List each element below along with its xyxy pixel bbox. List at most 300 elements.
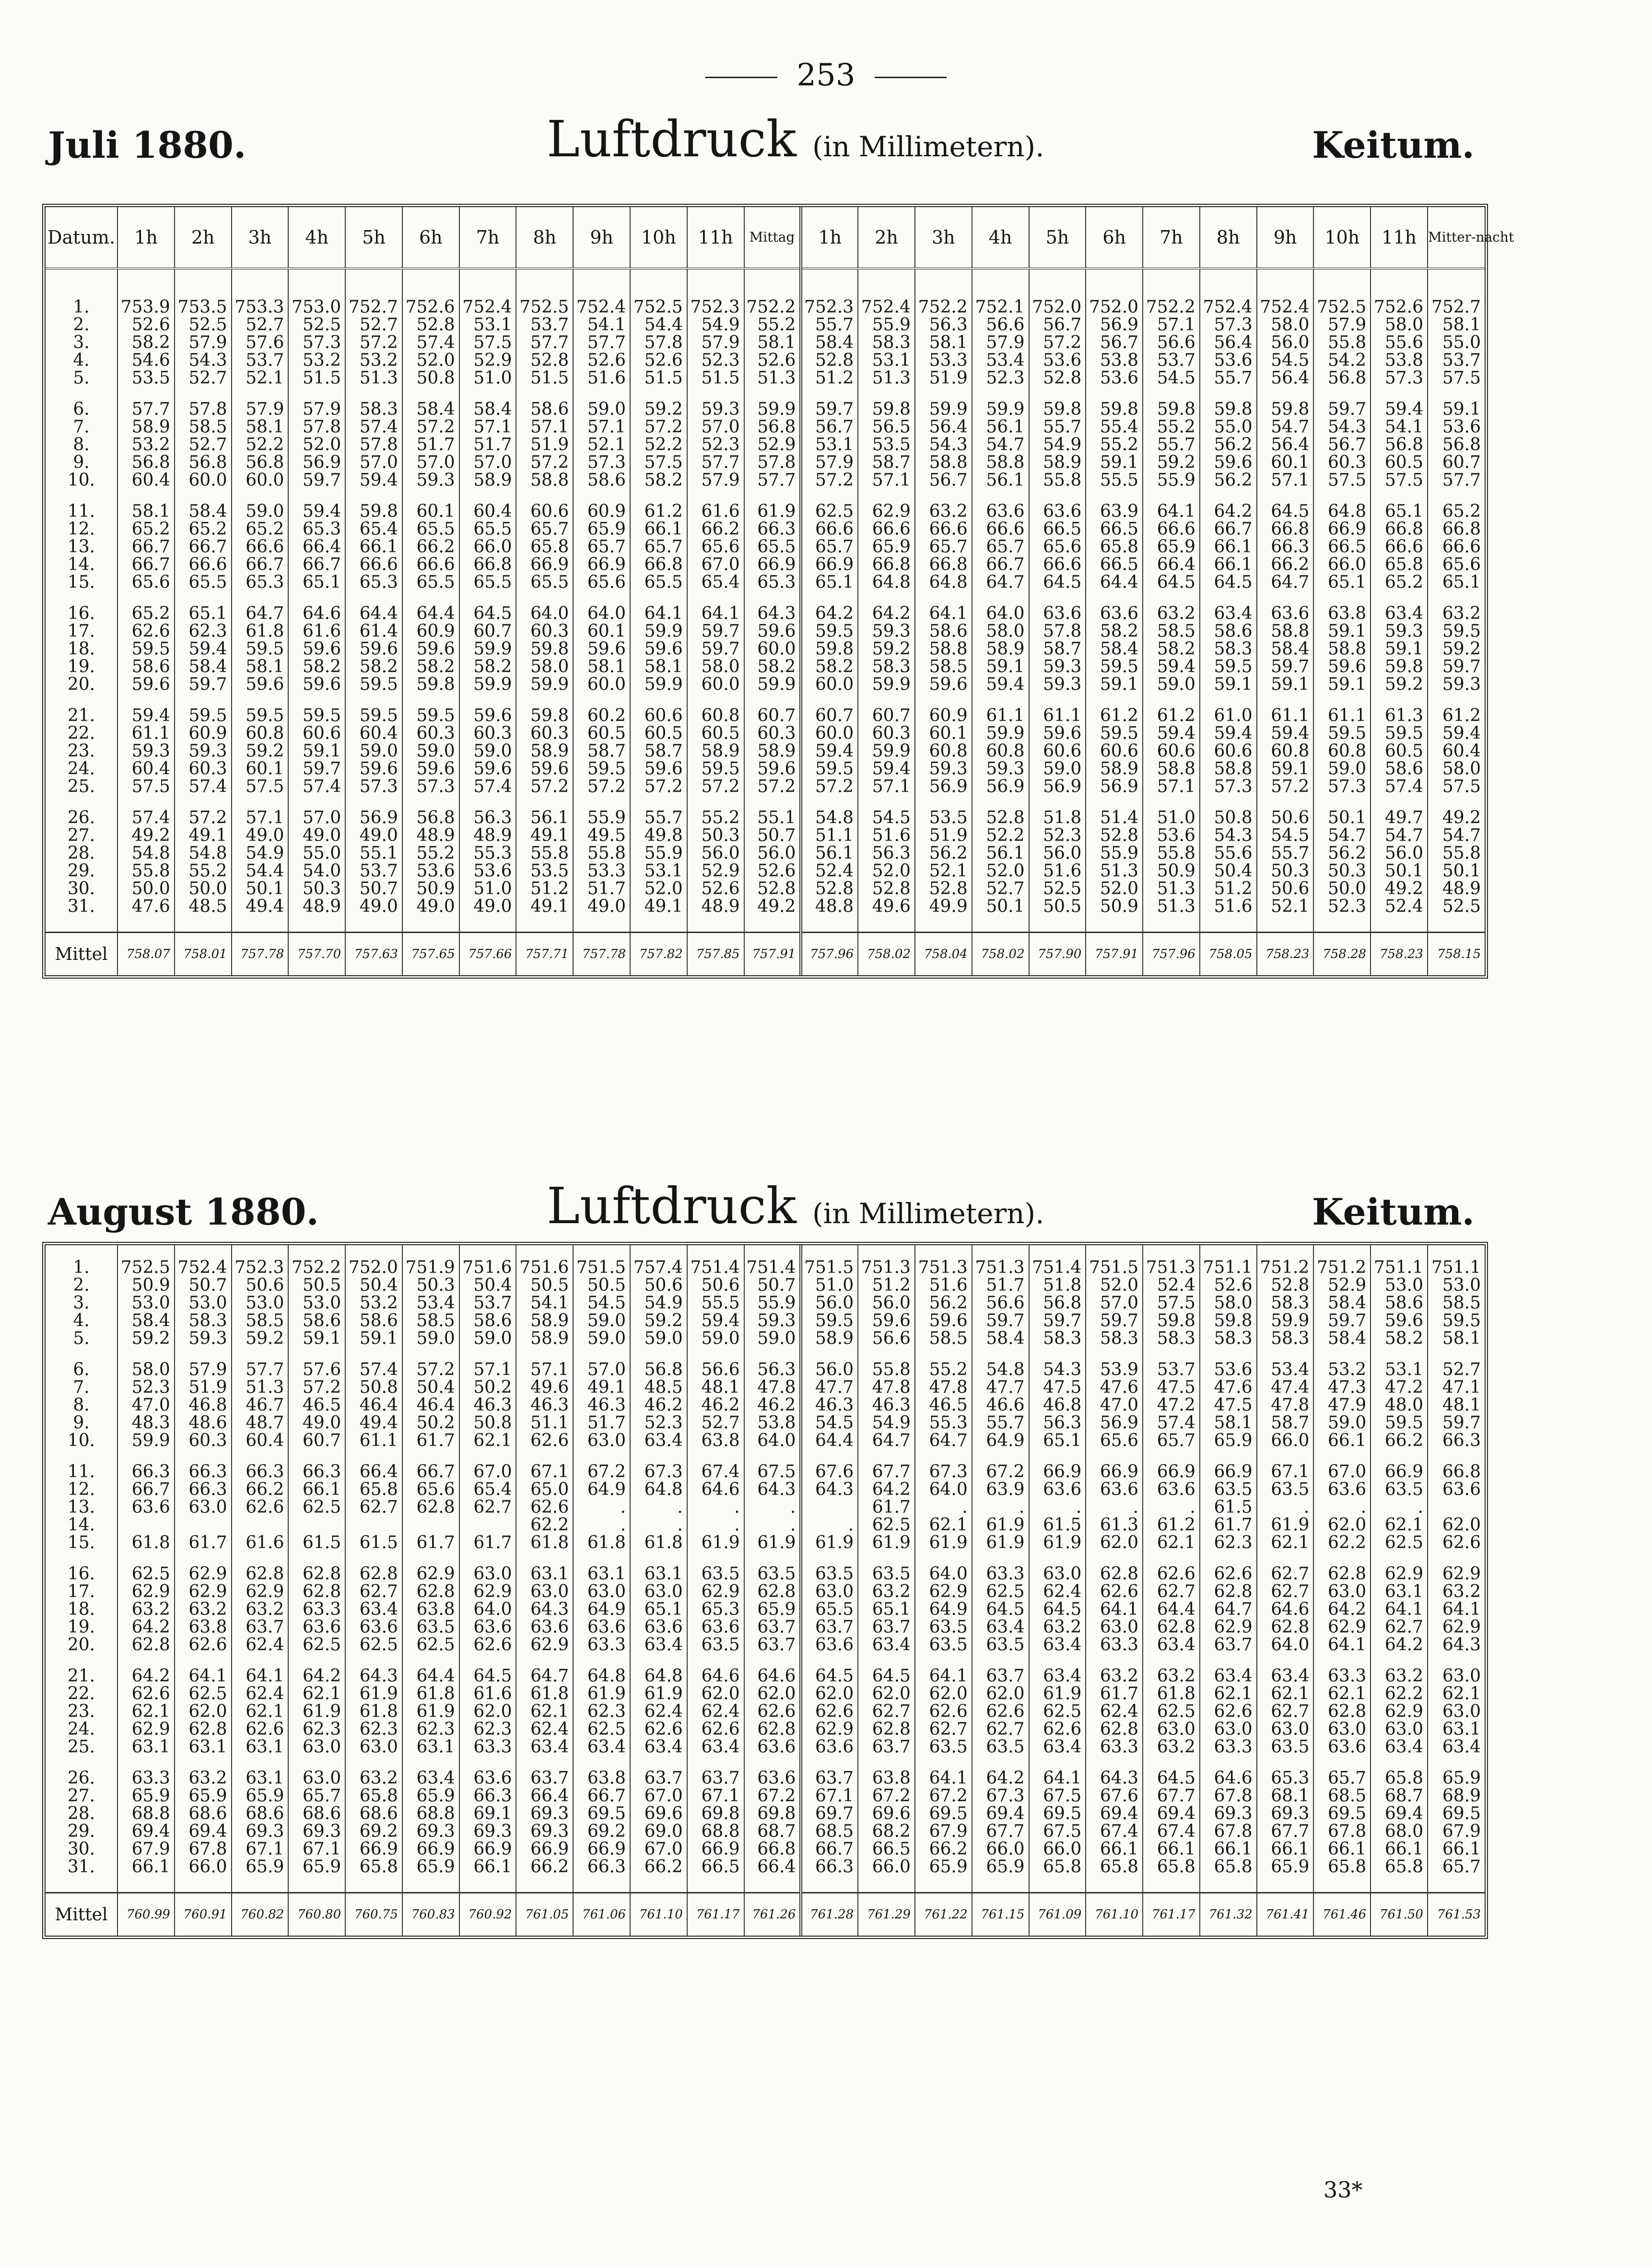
table-cell: 60.9: [175, 724, 232, 742]
table-cell: 57.2: [630, 778, 687, 795]
table-cell: 63.3: [117, 1756, 175, 1787]
table-cell: 61.5: [1200, 1498, 1257, 1516]
table-cell: 59.7: [1428, 658, 1485, 676]
table-cell: 58.6: [345, 1312, 402, 1330]
table-cell: 66.1: [1200, 538, 1257, 556]
table-cell: 62.0: [972, 1685, 1029, 1703]
table-cell: 62.8: [1313, 1703, 1371, 1720]
table-cell: 64.1: [630, 591, 687, 622]
table-cell: .: [1257, 1498, 1314, 1516]
table-cell: 66.4: [345, 1449, 402, 1481]
table-cell: 65.2: [1371, 573, 1428, 591]
table-cell: 59.8: [858, 387, 915, 418]
table-cell: 63.7: [516, 1756, 573, 1787]
row-date: 6.: [73, 399, 90, 419]
table-cell: 60.5: [1371, 454, 1428, 471]
table-cell: 57.9: [232, 387, 289, 418]
table-cell: 58.3: [1257, 1330, 1314, 1347]
table-cell: 57.8: [175, 387, 232, 418]
table-cell: 57.3: [573, 454, 630, 471]
table-cell: 63.1: [232, 1738, 289, 1756]
table-cell: 59.1: [1086, 454, 1143, 471]
table-cell: 52.8: [402, 316, 459, 334]
table-cell: 58.2: [402, 658, 459, 676]
row-date: 28.: [67, 1804, 95, 1823]
table-cell: 57.5: [459, 334, 516, 351]
table-cell: 67.2: [744, 1787, 801, 1805]
row-date: 7.: [73, 1378, 90, 1397]
table-cell: 61.9: [630, 1685, 687, 1703]
table-cell: 66.3: [175, 1481, 232, 1498]
table-cell: 62.3: [345, 1720, 402, 1738]
table-cell: 65.8: [1313, 1858, 1371, 1893]
table-cell: 62.1: [1257, 1534, 1314, 1552]
mean-cell: 757.96: [801, 933, 858, 976]
table-cell: 752.5: [1313, 269, 1371, 316]
table-cell: 59.3: [1371, 622, 1428, 640]
table-cell: 60.8: [1313, 742, 1371, 760]
table-cell: 63.6: [288, 1618, 345, 1636]
table-cell: 51.6: [1200, 898, 1257, 933]
table-cell: 59.6: [117, 676, 175, 693]
table-cell: 63.3: [1313, 1654, 1371, 1685]
table-cell: 66.3: [117, 1449, 175, 1481]
table-cell: 53.3: [573, 862, 630, 880]
table-cell: 751.5: [1086, 1245, 1143, 1276]
table-cell: 61.7: [1086, 1685, 1143, 1703]
table-cell: 50.4: [1200, 862, 1257, 880]
table-cell: 56.1: [972, 418, 1029, 436]
mean-cell: 761.29: [858, 1893, 915, 1936]
table-cell: 50.7: [744, 827, 801, 844]
table-cell: 57.4: [288, 778, 345, 795]
table-cell: 51.3: [232, 1378, 289, 1396]
column-header: 3h: [232, 207, 289, 269]
table-cell: 62.0: [175, 1703, 232, 1720]
table-cell: 62.6: [1029, 1720, 1086, 1738]
table-cell: 59.9: [858, 676, 915, 693]
table-row: [46, 436, 1485, 454]
table-cell: 58.9: [516, 1330, 573, 1347]
table-cell: 56.8: [1371, 436, 1428, 454]
table-cell: 55.6: [1371, 334, 1428, 351]
table-cell: 50.8: [402, 369, 459, 387]
table-cell: 63.7: [801, 1756, 858, 1787]
table-cell: 60.9: [573, 489, 630, 520]
table-cell: 61.8: [345, 1703, 402, 1720]
table-cell: .: [687, 1516, 744, 1534]
table-cell: 59.3: [402, 471, 459, 489]
table-cell: 52.3: [972, 369, 1029, 387]
table-cell: 62.3: [288, 1720, 345, 1738]
row-date: 31.: [67, 897, 95, 916]
table-cell: 53.4: [972, 351, 1029, 369]
table-cell: 67.8: [175, 1840, 232, 1858]
table-cell: 61.8: [516, 1534, 573, 1552]
row-date: 7.: [73, 417, 90, 437]
table-cell: 67.1: [1257, 1449, 1314, 1481]
table-cell: 59.6: [1200, 454, 1257, 471]
table-cell: 751.6: [459, 1245, 516, 1276]
mean-cell: 758.23: [1371, 933, 1428, 976]
table-cell: 59.4: [1143, 658, 1200, 676]
table-cell: 64.0: [915, 1552, 972, 1583]
table-cell: 52.0: [1086, 1276, 1143, 1294]
table-row: [46, 640, 1485, 658]
table-cell: 59.5: [687, 760, 744, 778]
table-cell: 46.3: [516, 1396, 573, 1414]
table-cell: 57.2: [801, 778, 858, 795]
table-cell: 69.6: [858, 1805, 915, 1822]
table-cell: 62.2: [1313, 1534, 1371, 1552]
table-cell: 50.3: [1257, 862, 1314, 880]
table-cell: 63.6: [630, 1618, 687, 1636]
table-cell: 61.9: [1029, 1685, 1086, 1703]
table-cell: 63.3: [1086, 1636, 1143, 1654]
table-cell: 64.5: [1257, 489, 1314, 520]
table-cell: 66.1: [1371, 1840, 1428, 1858]
column-header: 9h: [573, 207, 630, 269]
table-cell: 46.5: [915, 1396, 972, 1414]
mean-cell: 758.23: [1257, 933, 1314, 976]
table-cell: 62.4: [1086, 1703, 1143, 1720]
table-cell: 65.9: [1143, 538, 1200, 556]
table-cell: .: [744, 1498, 801, 1516]
table-cell: 63.2: [1143, 1654, 1200, 1685]
table-cell: 56.8: [630, 1347, 687, 1378]
table-cell: 58.6: [1371, 760, 1428, 778]
table-cell: 59.9: [858, 742, 915, 760]
table-cell: 65.7: [1313, 1756, 1371, 1787]
table-cell: 60.3: [516, 724, 573, 742]
table-cell: .: [1371, 1498, 1428, 1516]
table-cell: 57.3: [1200, 316, 1257, 334]
table-cell: 65.3: [744, 573, 801, 591]
table-cell: 49.4: [345, 1414, 402, 1432]
row-date: 9.: [73, 453, 90, 472]
table-cell: 49.1: [516, 827, 573, 844]
column-header: 2h: [858, 207, 915, 269]
table-cell: 61.3: [1371, 693, 1428, 724]
table-cell: 69.4: [1086, 1805, 1143, 1822]
table-cell: 59.6: [345, 760, 402, 778]
table-cell: 47.2: [1371, 1378, 1428, 1396]
table-cell: 59.9: [516, 676, 573, 693]
table-cell: 62.5: [402, 1636, 459, 1654]
table-cell: 59.5: [232, 693, 289, 724]
table-cell: 50.5: [1029, 898, 1086, 933]
table-cell: 64.8: [858, 573, 915, 591]
table-cell: 60.0: [687, 676, 744, 693]
table-cell: 62.8: [1200, 1583, 1257, 1600]
table-cell: 49.9: [915, 898, 972, 933]
table-cell: 59.5: [1371, 724, 1428, 742]
table-cell: 67.0: [687, 556, 744, 573]
table-cell: 66.6: [972, 520, 1029, 538]
row-date: 5.: [73, 368, 90, 388]
table-row: [46, 795, 1485, 827]
mean-row: [46, 1893, 1485, 1936]
table-row: [46, 1703, 1485, 1720]
table-cell: 58.5: [915, 1330, 972, 1347]
table-cell: 50.7: [345, 880, 402, 898]
table-cell: 66.8: [915, 556, 972, 573]
table-cell: 59.1: [1257, 760, 1314, 778]
table-cell: 58.3: [175, 1312, 232, 1330]
table-cell: 66.1: [1313, 1432, 1371, 1449]
table-cell: 59.5: [1200, 658, 1257, 676]
table-cell: 61.9: [1029, 1534, 1086, 1552]
table-cell: 59.0: [630, 1330, 687, 1347]
table-cell: 66.0: [1257, 1432, 1314, 1449]
table-cell: 62.6: [1428, 1534, 1485, 1552]
table-cell: 65.8: [345, 1481, 402, 1498]
table-cell: 63.8: [573, 1756, 630, 1787]
table-row: [46, 778, 1485, 795]
table-cell: 52.5: [1029, 880, 1086, 898]
table-cell: 58.3: [1200, 1330, 1257, 1347]
table-cell: 64.2: [117, 1618, 175, 1636]
table-cell: 64.2: [1200, 489, 1257, 520]
table-cell: 63.0: [288, 1756, 345, 1787]
table-cell: 46.6: [972, 1396, 1029, 1414]
table-cell: 54.3: [175, 351, 232, 369]
table-cell: 63.8: [687, 1432, 744, 1449]
table-cell: 63.9: [972, 1481, 1029, 1498]
section-place: Keitum.: [1312, 124, 1475, 166]
table-row: [46, 1738, 1485, 1756]
table-cell: 65.9: [858, 538, 915, 556]
table-row: [46, 1245, 1485, 1276]
table-cell: 68.0: [1371, 1822, 1428, 1840]
table-cell: 66.3: [801, 1858, 858, 1893]
table-cell: 63.6: [1257, 591, 1314, 622]
table-cell: 57.6: [232, 334, 289, 351]
table-cell: 60.6: [630, 693, 687, 724]
table-cell: 67.2: [573, 1449, 630, 1481]
table-cell: 752.3: [687, 269, 744, 316]
table-cell: 51.2: [1200, 880, 1257, 898]
table-row: [46, 387, 1485, 418]
table-row: [46, 1840, 1485, 1858]
table-cell: 59.6: [288, 640, 345, 658]
table-cell: 63.0: [573, 1432, 630, 1449]
table-cell: 66.5: [1086, 520, 1143, 538]
table-cell: 60.8: [1257, 742, 1314, 760]
table-cell: 65.1: [288, 573, 345, 591]
table-cell: 50.6: [1257, 795, 1314, 827]
table-cell: 63.1: [630, 1552, 687, 1583]
table-cell: 57.2: [402, 418, 459, 436]
table-cell: 65.2: [232, 520, 289, 538]
table-cell: 67.3: [630, 1449, 687, 1481]
table-cell: 753.3: [232, 269, 289, 316]
table-cell: 54.7: [1257, 418, 1314, 436]
table-cell: 59.1: [1313, 622, 1371, 640]
row-date: 19.: [67, 1617, 95, 1637]
table-cell: 48.0: [1371, 1396, 1428, 1414]
mean-cell: 760.75: [345, 1893, 402, 1936]
table-cell: 62.2: [516, 1516, 573, 1534]
table-cell: 66.0: [858, 1858, 915, 1893]
table-cell: 57.1: [459, 418, 516, 436]
table-cell: 60.0: [175, 471, 232, 489]
table-cell: 50.1: [1371, 862, 1428, 880]
table-cell: 56.2: [1200, 436, 1257, 454]
table-cell: 66.5: [1029, 520, 1086, 538]
table-cell: 54.5: [1143, 369, 1200, 387]
table-cell: 52.3: [1029, 827, 1086, 844]
table-cell: 54.8: [117, 844, 175, 862]
row-date: 3.: [73, 1293, 90, 1313]
table-cell: 52.6: [744, 351, 801, 369]
table-cell: 52.6: [687, 880, 744, 898]
table-cell: 62.5: [573, 1720, 630, 1738]
table-cell: .: [915, 1498, 972, 1516]
table-cell: 59.7: [1086, 1312, 1143, 1330]
table-cell: 53.2: [288, 351, 345, 369]
table-cell: 56.1: [801, 844, 858, 862]
table-cell: 56.3: [459, 795, 516, 827]
table-cell: 63.6: [1029, 489, 1086, 520]
table-cell: 62.8: [858, 1720, 915, 1738]
table-cell: 62.7: [1257, 1703, 1314, 1720]
table-cell: 59.4: [175, 640, 232, 658]
table-cell: 67.2: [858, 1787, 915, 1805]
table-cell: 60.0: [744, 640, 801, 658]
table-cell: 51.8: [1029, 795, 1086, 827]
table-cell: 57.3: [1313, 778, 1371, 795]
table-cell: 65.8: [1086, 1858, 1143, 1893]
table-cell: 63.7: [687, 1756, 744, 1787]
table-cell: 62.3: [459, 1720, 516, 1738]
table-cell: 65.1: [801, 573, 858, 591]
table-cell: 66.6: [1029, 556, 1086, 573]
table-cell: 67.1: [687, 1787, 744, 1805]
table-cell: 68.6: [175, 1805, 232, 1822]
table-cell: 62.7: [915, 1720, 972, 1738]
table-cell: 63.2: [1029, 1618, 1086, 1636]
table-cell: 61.2: [1143, 1516, 1200, 1534]
table-cell: 58.6: [117, 658, 175, 676]
table-cell: 52.8: [801, 880, 858, 898]
table-cell: 63.6: [687, 1618, 744, 1636]
table-cell: 59.2: [1371, 676, 1428, 693]
table-cell: 50.0: [117, 880, 175, 898]
table-cell: 62.7: [858, 1703, 915, 1720]
table-cell: 66.1: [345, 538, 402, 556]
table-cell: 63.4: [1371, 1738, 1428, 1756]
table-cell: 66.4: [516, 1787, 573, 1805]
table-cell: 65.7: [915, 538, 972, 556]
table-cell: 59.1: [1257, 676, 1314, 693]
table-cell: 61.8: [117, 1534, 175, 1552]
table-cell: 63.3: [1086, 1738, 1143, 1756]
table-cell: 59.9: [117, 1432, 175, 1449]
table-row: [46, 471, 1485, 489]
table-cell: 58.2: [1371, 1330, 1428, 1347]
table-cell: 59.9: [744, 387, 801, 418]
table-cell: 64.3: [345, 1654, 402, 1685]
table-cell: 63.6: [801, 1636, 858, 1654]
table-cell: 52.9: [459, 351, 516, 369]
table-cell: 60.9: [915, 693, 972, 724]
table-cell: 66.3: [1428, 1432, 1485, 1449]
table-cell: 59.5: [288, 693, 345, 724]
table-cell: 58.3: [858, 334, 915, 351]
table-cell: 64.4: [402, 591, 459, 622]
table-cell: 51.2: [801, 369, 858, 387]
table-cell: 53.7: [1428, 351, 1485, 369]
table-cell: 53.2: [345, 351, 402, 369]
table-cell: 59.6: [630, 760, 687, 778]
table-cell: 59.8: [1257, 387, 1314, 418]
table-cell: 65.5: [516, 573, 573, 591]
table-cell: 53.6: [1029, 351, 1086, 369]
table-cell: 50.1: [1313, 795, 1371, 827]
table-cell: 65.6: [1428, 556, 1485, 573]
table-cell: 60.5: [630, 724, 687, 742]
table-cell: 66.1: [117, 1858, 175, 1893]
table-cell: 59.1: [1428, 387, 1485, 418]
table-cell: 69.3: [1257, 1805, 1314, 1822]
table-cell: 63.5: [972, 1636, 1029, 1654]
table-cell: 55.2: [744, 316, 801, 334]
table-cell: 57.8: [1029, 622, 1086, 640]
table-cell: 64.6: [687, 1654, 744, 1685]
table-cell: 58.3: [1143, 1330, 1200, 1347]
table-cell: 66.2: [687, 520, 744, 538]
table-cell: 66.6: [232, 538, 289, 556]
table-cell: 63.6: [972, 489, 1029, 520]
table-cell: 62.9: [1428, 1552, 1485, 1583]
table-cell: 58.4: [801, 334, 858, 351]
table-cell: 63.1: [1428, 1720, 1485, 1738]
table-cell: 63.7: [858, 1618, 915, 1636]
table-cell: 66.4: [288, 538, 345, 556]
table-cell: 57.2: [744, 778, 801, 795]
table-cell: 56.7: [1029, 316, 1086, 334]
table-cell: 57.5: [1371, 471, 1428, 489]
table-cell: 57.0: [345, 454, 402, 471]
table-cell: 57.0: [687, 418, 744, 436]
table-cell: 58.2: [459, 658, 516, 676]
table-cell: 65.2: [117, 520, 175, 538]
table-cell: 62.8: [288, 1552, 345, 1583]
table-cell: 62.9: [687, 1583, 744, 1600]
table-cell: 65.6: [117, 573, 175, 591]
table-cell: 59.8: [516, 640, 573, 658]
table-cell: 62.9: [117, 1720, 175, 1738]
table-cell: 49.6: [516, 1378, 573, 1396]
table-cell: 49.1: [516, 898, 573, 933]
table-cell: 46.8: [1029, 1396, 1086, 1414]
table-cell: 59.0: [1143, 676, 1200, 693]
row-date: 20.: [67, 1635, 95, 1655]
table-cell: 52.0: [630, 880, 687, 898]
table-cell: 66.6: [402, 556, 459, 573]
table-cell: 64.5: [459, 591, 516, 622]
table-cell: 59.4: [288, 489, 345, 520]
table-cell: 64.1: [915, 1756, 972, 1787]
table-cell: 66.2: [402, 538, 459, 556]
table-cell: 752.4: [573, 269, 630, 316]
table-cell: 61.5: [1029, 1516, 1086, 1534]
table-cell: 66.1: [630, 520, 687, 538]
table-cell: 59.1: [1086, 676, 1143, 693]
table-cell: 59.5: [1313, 724, 1371, 742]
table-cell: 53.7: [232, 351, 289, 369]
